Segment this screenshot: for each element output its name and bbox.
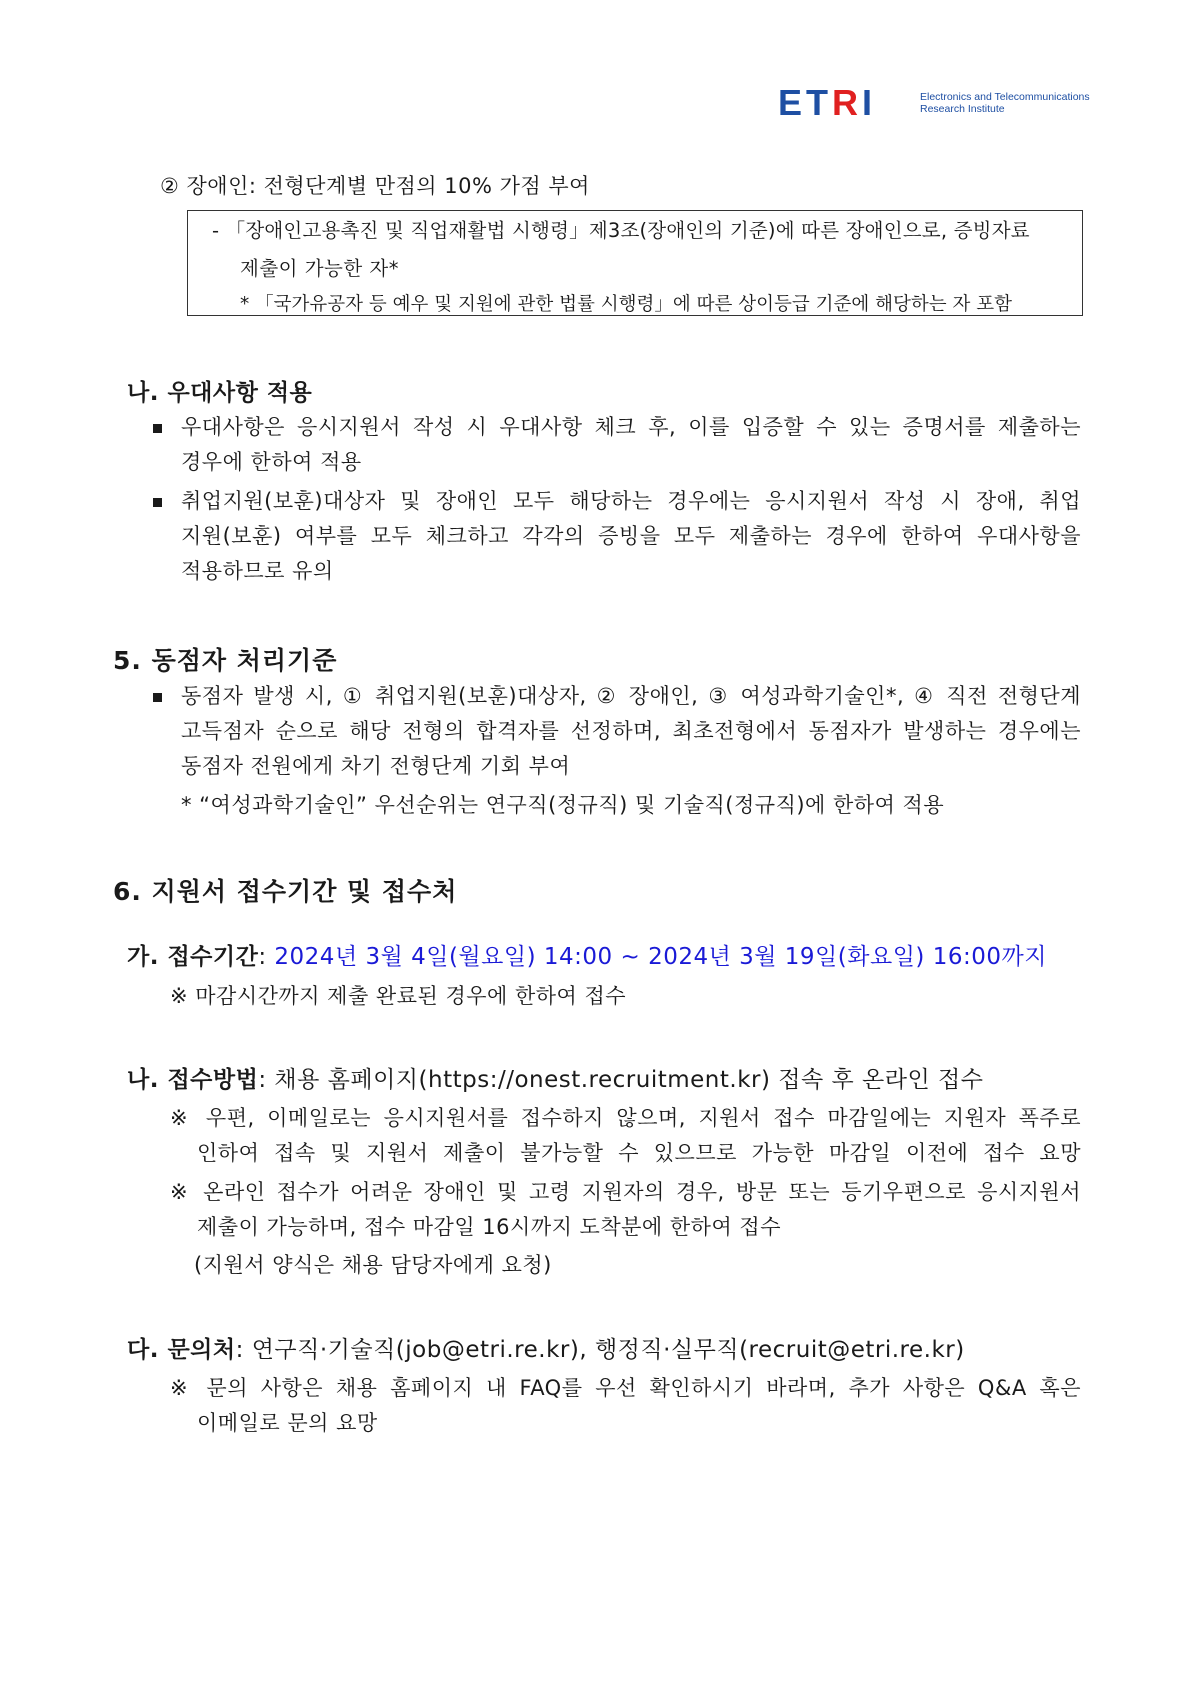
preference-item-2-line-1: 취업지원(보훈)대상자 및 장애인 모두 해당하는 경우에는 응시지원서 작성 시 장애, 취업 <box>181 489 1081 513</box>
preference-item-2-line-3: 적용하므로 유의 <box>181 559 334 583</box>
bullet-marker <box>153 693 162 702</box>
period-row: 가. 접수기간: 2024년 3월 4일(월요일) 14:00 ~ 2024년 3월 19일(화요일) 16:00까지 <box>127 944 1047 970</box>
period-note: ※ 마감시간까지 제출 완료된 경우에 한하여 접수 <box>170 984 627 1008</box>
contact-value: 연구직·기술직(job@etri.re.kr), 행정직·실무직(recruit@etri.re.kr) <box>251 1337 965 1363</box>
logo-line-2: Research Institute <box>920 103 1005 115</box>
period-label: 가. 접수기간 <box>127 944 259 970</box>
contact-label: 다. 문의처 <box>127 1337 236 1363</box>
period-value: 2024년 3월 4일(월요일) 14:00 ~ 2024년 3월 19일(화요일) 16:00까지 <box>274 944 1047 970</box>
method-note-1-line-2: 인하여 접속 및 지원서 제출이 불가능할 수 있으므로 가능한 마감일 이전에 접수 요망 <box>197 1141 1081 1165</box>
tie-line-2: 고득점자 순으로 해당 전형의 합격자를 선정하며, 최초전형에서 동점자가 발생하는 경우에는 <box>181 719 1081 743</box>
bullet-marker <box>153 424 162 433</box>
preference-item-2-line-2: 지원(보훈) 여부를 모두 체크하고 각각의 증빙을 모두 제출하는 경우에 한하여 우대사항을 <box>181 524 1081 548</box>
method-note-2-line-1: ※ 온라인 접수가 어려운 장애인 및 고령 지원자의 경우, 방문 또는 등기우편으로 응시지원서 <box>170 1180 1081 1204</box>
tie-line-3: 동점자 전원에게 차기 전형단계 기회 부여 <box>181 754 571 778</box>
method-label: 나. 접수방법 <box>127 1067 259 1093</box>
application-heading: 6. 지원서 접수기간 및 접수처 <box>113 877 458 906</box>
contact-row: 다. 문의처: 연구직·기술직(job@etri.re.kr), 행정직·실무직(recruit@etri.re.kr) <box>127 1337 965 1363</box>
etri-logo <box>778 82 1090 123</box>
bullet-marker <box>153 498 162 507</box>
logo-line-1: Electronics and Telecommunications <box>920 91 1090 103</box>
logo-mark: ETRI <box>778 82 877 123</box>
method-note-1-line-1: ※ 우편, 이메일로는 응시지원서를 접수하지 않으며, 지원서 접수 마감일에는 지원자 폭주로 <box>170 1106 1081 1130</box>
tie-line-1: 동점자 발생 시, ① 취업지원(보훈)대상자, ② 장애인, ③ 여성과학기술인*, ④ 직전 전형단계 <box>181 684 1081 708</box>
disabled-bonus-title: ② 장애인: 전형단계별 만점의 10% 가점 부여 <box>160 174 590 198</box>
contact-note-line-2: 이메일로 문의 요망 <box>197 1411 378 1435</box>
disabled-box-line-1: - 「장애인고용촉진 및 직업재활법 시행령」제3조(장애인의 기준)에 따른 장애인으로, 증빙자료 <box>212 219 1030 242</box>
tie-heading: 5. 동점자 처리기준 <box>113 646 338 675</box>
method-note-2-line-2: 제출이 가능하며, 접수 마감일 16시까지 도착분에 한하여 접수 <box>197 1215 781 1239</box>
preference-item-1-line-2: 경우에 한하여 적용 <box>181 450 362 474</box>
preference-item-1-line-1: 우대사항은 응시지원서 작성 시 우대사항 체크 후, 이를 입증할 수 있는 증명서를 제출하는 <box>181 415 1081 439</box>
tie-note: * “여성과학기술인” 우선순위는 연구직(정규직) 및 기술직(정규직)에 한하여 적용 <box>181 793 945 817</box>
disabled-box-line-3: * 「국가유공자 등 예우 및 지원에 관한 법률 시행령」에 따른 상이등급 기준에 해당하는 자 포함 <box>240 294 1012 315</box>
disabled-box-line-2: 제출이 가능한 자* <box>240 257 400 280</box>
preference-heading: 나. 우대사항 적용 <box>127 380 313 406</box>
method-note-2-line-3: (지원서 양식은 채용 담당자에게 요청) <box>194 1253 552 1277</box>
method-row: 나. 접수방법: 채용 홈페이지(https://onest.recruitment.kr) 접속 후 온라인 접수 <box>127 1067 984 1093</box>
logo-subtitle <box>920 91 1090 115</box>
contact-note-line-1: ※ 문의 사항은 채용 홈페이지 내 FAQ를 우선 확인하시기 바라며, 추가 사항은 Q&A 혹은 <box>170 1376 1081 1400</box>
method-value: 채용 홈페이지(https://onest.recruitment.kr) 접속 후 온라인 접수 <box>274 1067 984 1093</box>
